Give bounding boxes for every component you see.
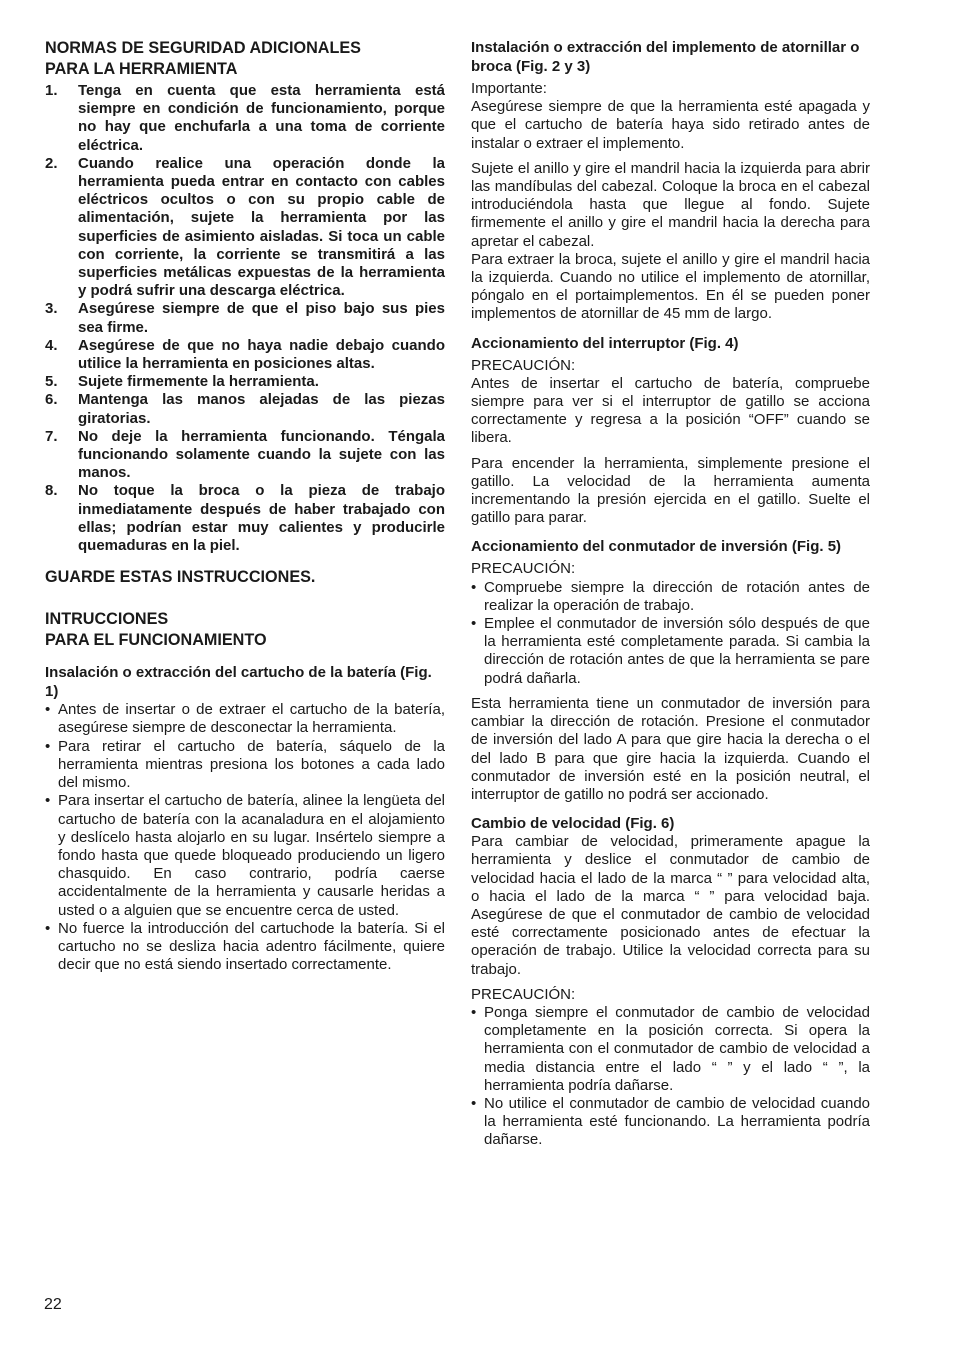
- safety-numbered-list: [45, 82, 445, 555]
- battery-bullet-list: [45, 701, 445, 974]
- item-text: No toque la broca o la pieza de trabajo inmediatamente después de haber trabajado con ellas; podrían estar muy calientes y producirle quemaduras en la piel.: [78, 482, 445, 555]
- install-heading: Instalación o extracción del implemento de atornillar o broca (Fig. 2 y 3): [471, 39, 860, 75]
- bullet-icon: •: [471, 1094, 477, 1112]
- list-item: [45, 482, 445, 555]
- item-number: 3.: [45, 300, 58, 318]
- caution-label: PRECAUCIÓN:: [471, 560, 576, 578]
- item-text: Para retirar el cartucho de batería, sáquelo de la herramienta mientras presiona los botones a cada lado del mismo.: [58, 737, 445, 792]
- list-item: [45, 300, 445, 336]
- item-number: 2.: [45, 154, 58, 172]
- important-label: Importante:: [471, 80, 547, 97]
- item-text: No deje la herramienta funcionando. Téngala funcionando solamente cuando la sujete con las manos.: [78, 427, 445, 482]
- list-item: [45, 701, 445, 737]
- battery-heading: Insalación o extracción del cartucho de la batería (Fig. 1): [45, 664, 432, 701]
- item-text: Tenga en cuenta que esta herramienta está siempre en condición de funcionamiento, porque no hay que enchufarla a una toma de corriente eléctrica.: [78, 82, 445, 154]
- item-text: Antes de insertar o de extraer el cartucho de la batería, asegúrese siempre de desconectar la herramienta.: [58, 701, 445, 737]
- safety-heading-line: PARA LA HERRAMIENTA: [45, 60, 238, 78]
- operation-heading-line: INTRUCCIONES: [45, 610, 169, 629]
- list-item: [471, 1004, 870, 1095]
- bullet-icon: •: [471, 615, 477, 633]
- item-text: Mantenga las manos alejadas de las piezas giratorias.: [78, 391, 445, 427]
- item-text: No utilice el conmutador de cambio de velocidad cuando la herramienta esté funcionando. La herramienta podría dañarse.: [484, 1094, 870, 1149]
- install-note: Asegúrese siempre de que la herramienta esté apagada y que el cartucho de batería haya sido retirado antes de instalar o extraer el implemento.: [471, 98, 870, 152]
- reverse-heading: Accionamiento del conmutador de inversión (Fig. 5): [471, 538, 842, 556]
- list-item: [45, 738, 445, 793]
- safety-heading: [45, 38, 445, 80]
- list-item: [45, 428, 445, 483]
- list-item: [45, 155, 445, 301]
- operation-heading-line: PARA EL FUNCIONAMIENTO: [45, 631, 267, 650]
- item-text: Cuando realice una operación donde la herramienta pueda entrar en contacto con cables eléctricos ocultos o con su propio cable de alimentación, sujete la herramienta por las superficies de asimiento aisladas. Si toca un cable con corriente, la corriente se transmitirá a las superficies metálicas expuestas de la herramienta y podrá sufrir una descarga eléctrica.: [78, 154, 445, 300]
- item-text: No fuerce la introducción del cartuchode la batería. Si el cartucho no se desliza hacia adentro fácilmente, quiere decir que no está siendo insertado correctamente.: [58, 919, 445, 974]
- caution-label: PRECAUCIÓN:: [471, 356, 576, 374]
- bullet-icon: •: [45, 701, 51, 719]
- item-number: 4.: [45, 336, 58, 354]
- item-number: 1.: [45, 82, 58, 99]
- item-text: Asegúrese siempre de que el piso bajo sus pies sea firme.: [78, 300, 445, 336]
- speed-heading: Cambio de velocidad (Fig. 6): [471, 815, 675, 833]
- list-item: [45, 82, 445, 155]
- list-item: [471, 1095, 870, 1150]
- list-item: [45, 391, 445, 427]
- item-text: Ponga siempre el conmutador de cambio de velocidad completamente en la posición correcta. Si opera la herramienta con el conmutador de cambio de velocidad a media distancia entre el lado “ ” y el lado “ ”, la herramienta podría dañarse.: [484, 1003, 870, 1094]
- list-item: [471, 615, 870, 688]
- page-number: 22: [44, 1296, 62, 1313]
- bullet-icon: •: [45, 737, 51, 755]
- item-number: 5.: [45, 373, 58, 391]
- bullet-icon: •: [45, 792, 51, 810]
- list-item: [45, 792, 445, 919]
- bullet-icon: •: [45, 919, 51, 937]
- list-item: [471, 579, 870, 615]
- item-number: 6.: [45, 391, 58, 409]
- item-text: Emplee el conmutador de inversión sólo después de que la herramienta esté completamente parada. Si cambia la dirección de rotación antes de que la herramienta se pare podrá dañarla.: [484, 615, 870, 687]
- operation-heading: [45, 609, 445, 651]
- item-text: Asegúrese de que no haya nadie debajo cuando utilice la herramienta en posiciones altas.: [78, 336, 445, 373]
- safety-heading-line: NORMAS DE SEGURIDAD ADICIONALES: [45, 39, 361, 57]
- item-number: 8.: [45, 482, 58, 500]
- reverse-bullet-list: [471, 579, 870, 688]
- bullet-icon: •: [471, 578, 477, 596]
- speed-bullet-list: [471, 1004, 870, 1150]
- speed-paragraph: Para cambiar de velocidad, primeramente apague la herramienta y deslice el conmutador de cambio de velocidad hacia el lado de la marca “ ” para velocidad alta, o hacia el lado de la marca “ ” para velocidad baja. Asegúrese de que el conmutador de cambio de velocidad esté correctamente posicionado antes de efectuar la operación de trabajo. Utilice la velocidad correcta para su trabajo.: [471, 833, 870, 978]
- switch-heading: Accionamiento del interruptor (Fig. 4): [471, 334, 739, 352]
- save-instructions-heading: GUARDE ESTAS INSTRUCCIONES.: [45, 568, 316, 587]
- item-number: 7.: [45, 427, 58, 445]
- list-item: [45, 920, 445, 975]
- switch-paragraph: Para encender la herramienta, simplemente presione el gatillo. La velocidad de la herramienta aumenta incrementando la presión ejercida en el gatillo. Suelte el gatillo para parar.: [471, 454, 870, 527]
- left-column: [45, 38, 445, 974]
- reverse-paragraph: Esta herramienta tiene un conmutador de inversión para cambiar la dirección de rotación. Presione el conmutador de inversión del lado A para que gire hacia la derecha o el del lado B para que gire hacia la izquierda. Cuando el conmutador de inversión esté en la posición neutral, el interruptor de gatillo no podrá ser accionado.: [471, 694, 870, 803]
- list-item: [45, 373, 445, 391]
- bullet-icon: •: [471, 1003, 477, 1021]
- switch-caution: Antes de insertar el cartucho de batería, compruebe siempre para ver si el interruptor de gatillo se acciona correctamente y regresa a la posición “OFF” cuando se libera.: [471, 374, 870, 447]
- item-text: Compruebe siempre la dirección de rotación antes de realizar la operación de trabajo.: [484, 578, 870, 614]
- list-item: [45, 337, 445, 373]
- install-paragraph: Sujete el anillo y gire el mandril hacia la izquierda para abrir las mandíbulas del cabezal. Coloque la broca en el cabezal introduciéndola hasta que llegue al fondo. Sujete firmemente el anillo y gire el mandril hacia la derecha para apretar el cabezal.: [471, 159, 870, 250]
- item-text: Para insertar el cartucho de batería, alinee la lengüeta del cartucho de batería con la acanaladura en el alojamiento y deslícelo hasta alojarlo en su lugar. Insértelo siempre a fondo hasta que quede bloqueado produciendo un ligero chasquido. En caso contrario, podría caerse accidentalmente de la herramienta y causarle heridas a usted o a alguien que se encuentre cerca de usted.: [58, 792, 445, 919]
- caution-label: PRECAUCIÓN:: [471, 985, 576, 1003]
- right-column: [471, 38, 870, 1150]
- item-text: Sujete firmemente la herramienta.: [78, 373, 319, 391]
- install-paragraph: Para extraer la broca, sujete el anillo y gire el mandril hacia la izquierda. Cuando no utilice el implemento de atornillar, póngalo en el portaimplementos. En él se pueden poner implementos de atornillar de 45 mm de largo.: [471, 250, 870, 323]
